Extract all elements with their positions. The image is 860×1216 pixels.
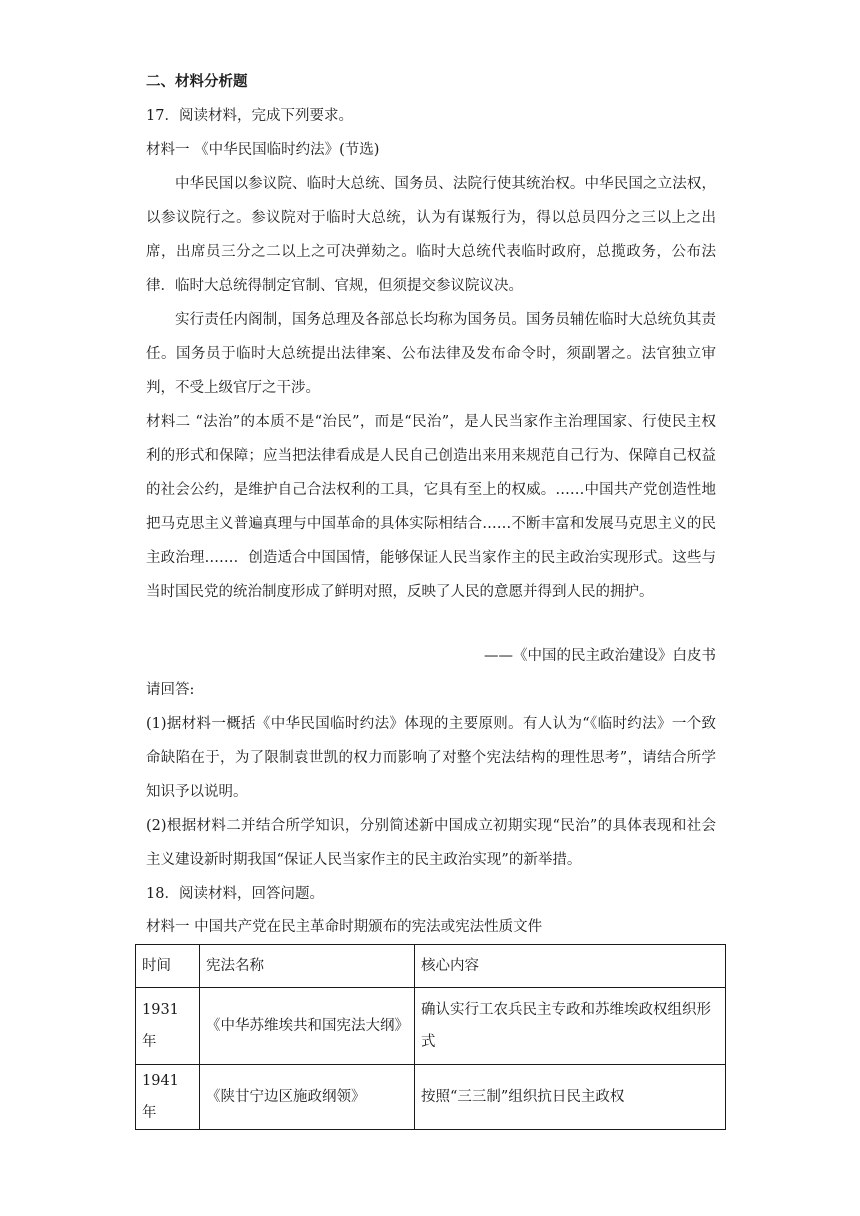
table-cell: 1931年 bbox=[136, 988, 200, 1065]
q17-material1-paragraph2: 实行责任内阁制，国务总理及各部总长均称为国务员。国务员辅佐临时大总统负其责任。国务员于临时大总统提出法律案、公布法律及发布命令时，须副署之。法官独立审判，不受上级官厅之干涉。 bbox=[146, 312, 716, 396]
table-cell: 《陕甘宁边区施政纲领》 bbox=[200, 1065, 415, 1130]
table-cell: 按照“三三制”组织抗日民主政权 bbox=[415, 1065, 726, 1130]
table-header-cell: 宪法名称 bbox=[200, 945, 415, 988]
q18-prompt: 18．阅读材料，回答问题。 bbox=[146, 886, 324, 902]
constitution-table bbox=[135, 944, 726, 1130]
table-header-cell: 时间 bbox=[136, 945, 200, 988]
section-title: 二、材料分析题 bbox=[146, 73, 248, 90]
table-cell: 1941年 bbox=[136, 1065, 200, 1130]
q17-ask: 请回答: bbox=[146, 682, 195, 698]
table-cell: 《中华苏维埃共和国宪法大纲》 bbox=[200, 988, 415, 1065]
table-header-cell: 核心内容 bbox=[415, 945, 726, 988]
q17-material2-source: ——《中国的民主政治建设》白皮书 bbox=[484, 648, 716, 664]
q17-prompt: 17．阅读材料，完成下列要求。 bbox=[146, 108, 353, 124]
table-header-row bbox=[136, 945, 726, 988]
q17-subquestion2: (2)根据材料二并结合所学知识，分别简述新中国成立初期实现“民治”的具体表现和社会主义建设新时期我国“保证人民当家作主的民主政治实现”的新举措。 bbox=[146, 818, 716, 868]
table-cell: 确认实行工农兵民主专政和苏维埃政权组织形式 bbox=[415, 988, 726, 1065]
q17-subquestion1: (1)据材料一概括《中华民国临时约法》体现的主要原则。有人认为“《临时约法》一个致命缺陷在于，为了限制袁世凯的权力而影响了对整个宪法结构的理性思考”，请结合所学知识予以说明。 bbox=[146, 716, 716, 800]
q17-material1-paragraph1: 中华民国以参议院、临时大总统、国务员、法院行使其统治权。中华民国之立法权，以参议院行之。参议院对于临时大总统，认为有谋叛行为，得以总员四分之三以上之出席，出席员三分之二以上之可决弹劾之。临时大总统代表临时政府，总揽政务，公布法律．临时大总统得制定官制、官规，但须提交参议院议决。 bbox=[146, 176, 716, 294]
q18-material1-title: 材料一 中国共产党在民主革命时期颁布的宪法或宪法性质文件 bbox=[146, 919, 543, 935]
table-row bbox=[136, 988, 726, 1065]
table-row bbox=[136, 1065, 726, 1130]
q17-material1-title: 材料一 《中华民国临时约法》(节选) bbox=[146, 142, 380, 158]
q17-material2: 材料二 “法治”的本质不是“治民”，而是“民治”，是人民当家作主治理国家、行使民主权利的形式和保障；应当把法律看成是人民自己创造出来用来规范自己行为、保障自己权益的社会公约，是维护自己合法权利的工具，它具有至上的权威。……中国共产党创造性地把马克思主义普遍真理与中国革命的具体实际相结合……不断丰富和发展马克思主义的民主政治理……．创造适合中国国情，能够保证人民当家作主的民主政治实现形式。这些与当时国民党的统治制度形成了鲜明对照，反映了人民的意愿并得到人民的拥护。 bbox=[146, 414, 716, 600]
